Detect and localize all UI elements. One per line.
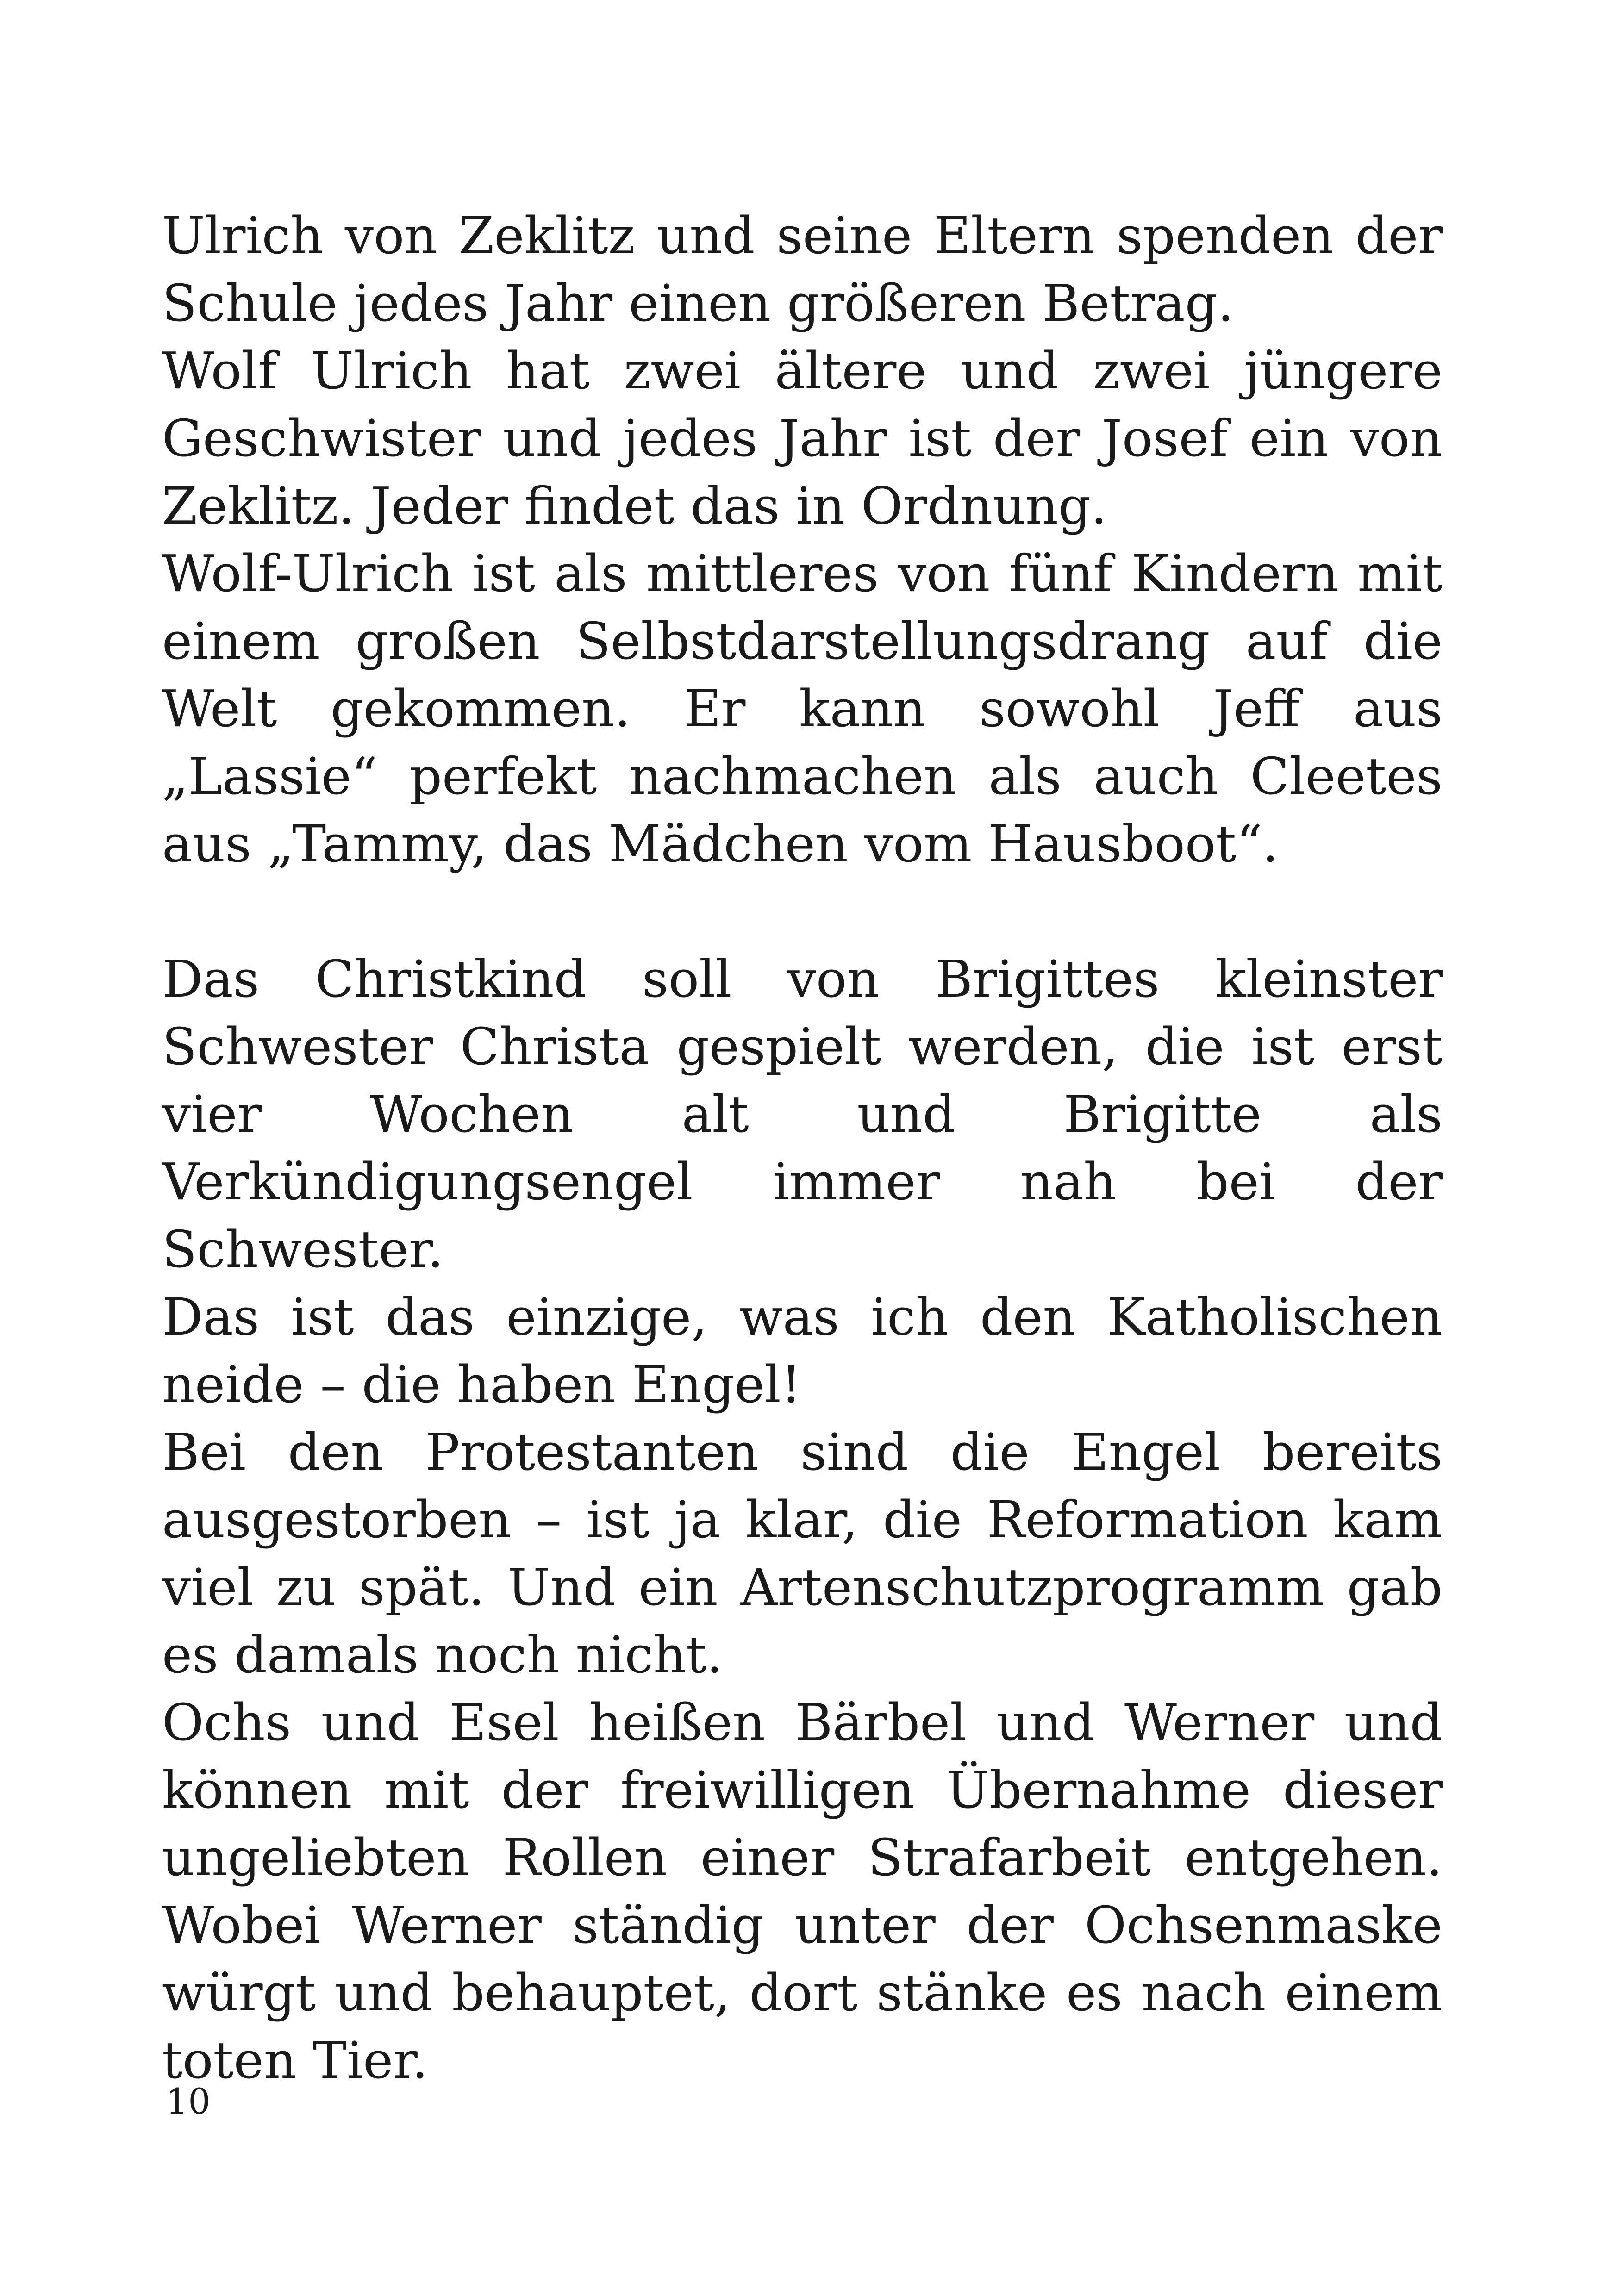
paragraph-ochs-esel: Ochs und Esel heißen Bärbel und Werner und können mit der freiwilligen Übernahme dieser ungeliebten Rollen einer Strafarbeit entgehen. Wobei Werner ständig unter der Ochsenmaske würgt und behauptet, dort stänke es nach einem toten Tier. xyxy=(162,1693,1443,2090)
paragraph-christkind: Das Christkind soll von Brigittes kleinster Schwester Christa gespielt werden, die ist erst vier Wochen alt und Brigitte als Verkündigungsengel immer nah bei der Schwester. xyxy=(162,949,1443,1279)
paragraph-protestanten: Bei den Protestanten sind die Engel bereits ausgestorben – ist ja klar, die Reformation kam viel zu spät. Und ein Artenschutzprogramm gab es damals noch nicht. xyxy=(162,1422,1443,1684)
paragraph-wolf-ulrich: Wolf-Ulrich ist als mittleres von fünf Kindern mit einem großen Selbstdarstellungsdrang auf die Welt gekommen. Er kann sowohl Jeff aus „Lassie“ perfekt nachmachen als auch Cleetes aus „Tammy, das Mädchen vom Hausboot“. xyxy=(162,544,1443,873)
paragraph-donation: Ulrich von Zeklitz und seine Eltern spenden der Schule jedes Jahr einen größeren Betrag. xyxy=(162,206,1443,333)
page-body xyxy=(162,202,1443,2094)
page-number: 10 xyxy=(166,2081,211,2122)
paragraph-engel: Das ist das einzige, was ich den Katholischen neide – die haben Engel! xyxy=(162,1287,1443,1414)
paragraph-siblings: Wolf Ulrich hat zwei ältere und zwei jüngere Geschwister und jedes Jahr ist der Josef ein von Zeklitz. Jeder findet das in Ordnung. xyxy=(162,341,1443,536)
